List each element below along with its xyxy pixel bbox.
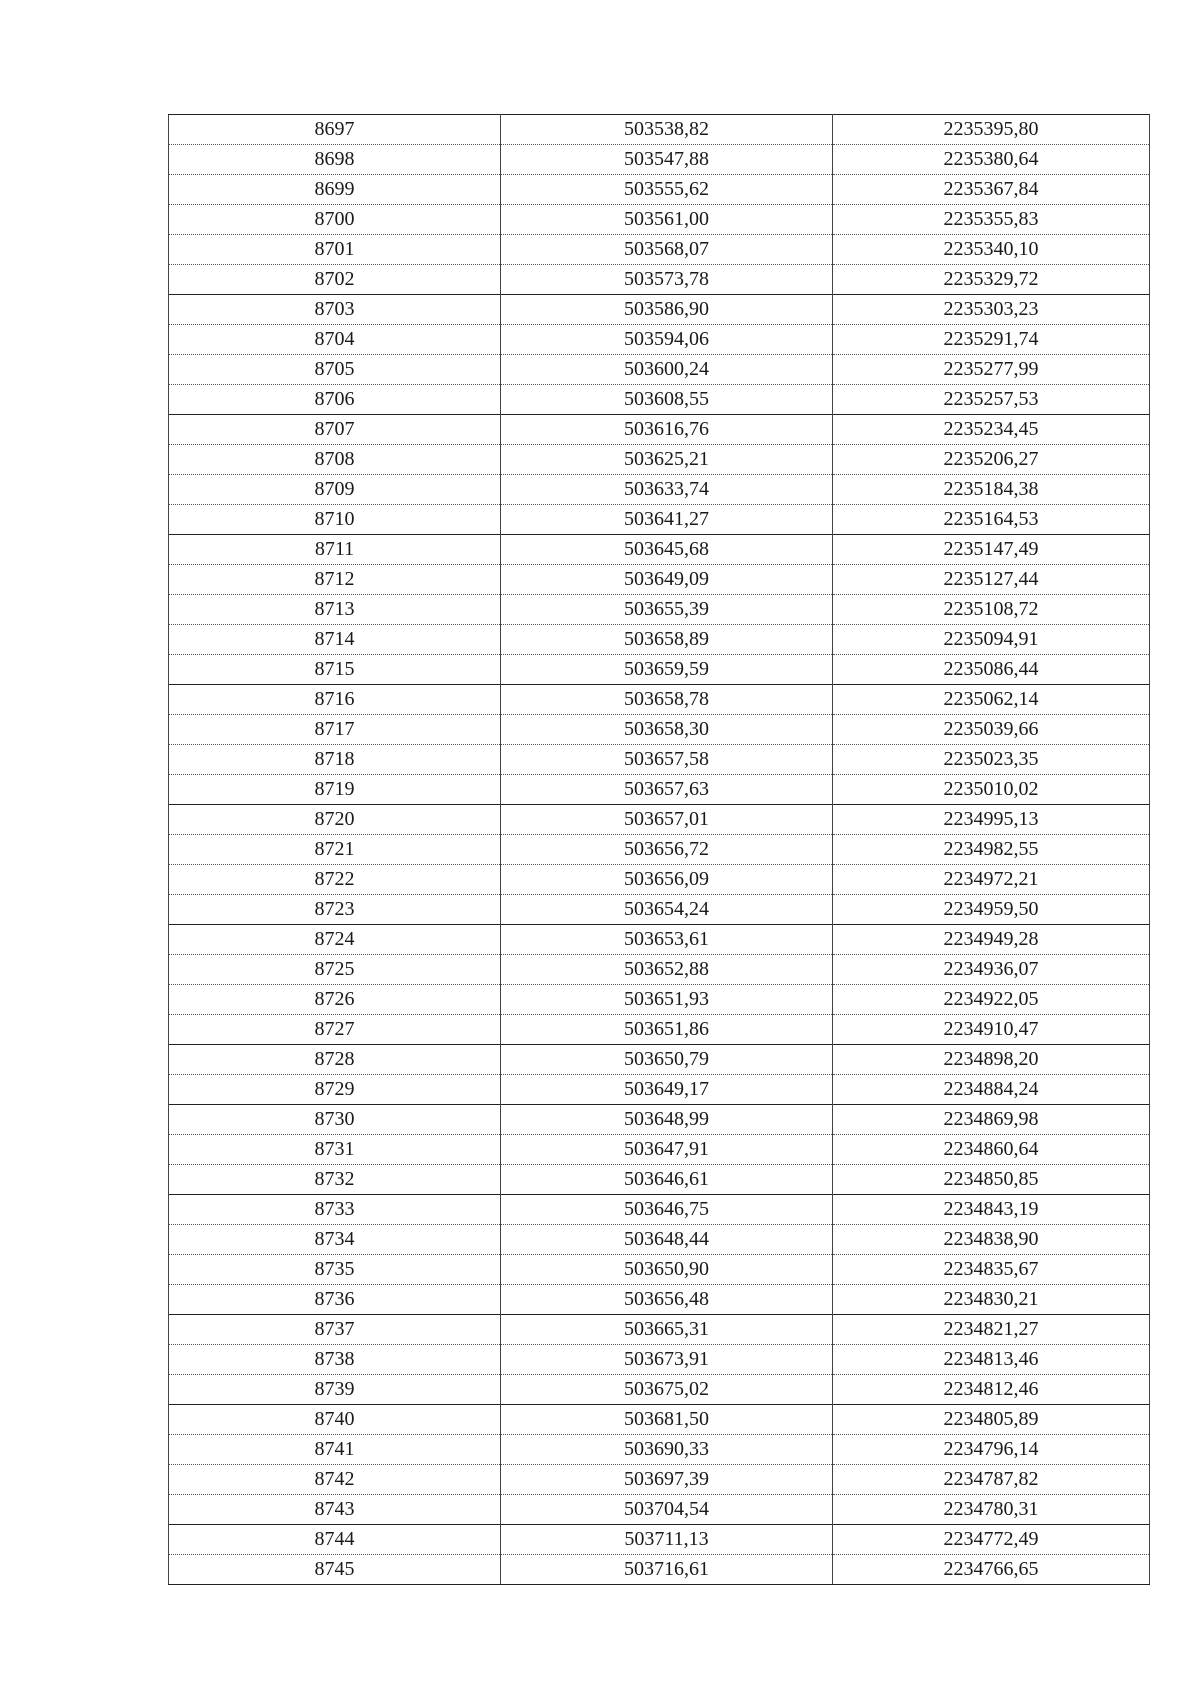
x-coordinate-cell: 503655,39 (501, 595, 833, 625)
point-number-cell: 8711 (169, 535, 501, 565)
point-number-cell: 8700 (169, 205, 501, 235)
table-row (169, 775, 1150, 805)
x-coordinate-cell: 503647,91 (501, 1135, 833, 1165)
y-coordinate-cell: 2235062,14 (833, 685, 1150, 715)
point-number-cell: 8703 (169, 295, 501, 325)
table-row (169, 115, 1150, 145)
table-row (169, 805, 1150, 835)
point-number-cell: 8701 (169, 235, 501, 265)
point-number-cell: 8738 (169, 1345, 501, 1375)
table-row (169, 475, 1150, 505)
y-coordinate-cell: 2235395,80 (833, 115, 1150, 145)
x-coordinate-cell: 503608,55 (501, 385, 833, 415)
y-coordinate-cell: 2235094,91 (833, 625, 1150, 655)
table-row (169, 175, 1150, 205)
y-coordinate-cell: 2235127,44 (833, 565, 1150, 595)
x-coordinate-cell: 503651,93 (501, 985, 833, 1015)
x-coordinate-cell: 503538,82 (501, 115, 833, 145)
x-coordinate-cell: 503657,58 (501, 745, 833, 775)
table-row (169, 145, 1150, 175)
y-coordinate-cell: 2234780,31 (833, 1495, 1150, 1525)
y-coordinate-cell: 2235367,84 (833, 175, 1150, 205)
table-row (169, 1225, 1150, 1255)
x-coordinate-cell: 503561,00 (501, 205, 833, 235)
point-number-cell: 8735 (169, 1255, 501, 1285)
x-coordinate-cell: 503650,90 (501, 1255, 833, 1285)
y-coordinate-cell: 2234910,47 (833, 1015, 1150, 1045)
y-coordinate-cell: 2234843,19 (833, 1195, 1150, 1225)
y-coordinate-cell: 2235147,49 (833, 535, 1150, 565)
table-row (169, 1255, 1150, 1285)
y-coordinate-cell: 2235164,53 (833, 505, 1150, 535)
point-number-cell: 8714 (169, 625, 501, 655)
table-row (169, 1345, 1150, 1375)
table-row (169, 985, 1150, 1015)
point-number-cell: 8706 (169, 385, 501, 415)
point-number-cell: 8723 (169, 895, 501, 925)
table-row (169, 925, 1150, 955)
point-number-cell: 8730 (169, 1105, 501, 1135)
table-row (169, 1315, 1150, 1345)
x-coordinate-cell: 503633,74 (501, 475, 833, 505)
x-coordinate-cell: 503711,13 (501, 1525, 833, 1555)
y-coordinate-cell: 2235086,44 (833, 655, 1150, 685)
table-row (169, 1105, 1150, 1135)
table-row (169, 865, 1150, 895)
point-number-cell: 8709 (169, 475, 501, 505)
table-row (169, 745, 1150, 775)
x-coordinate-cell: 503665,31 (501, 1315, 833, 1345)
table-row (169, 505, 1150, 535)
table-row (169, 1015, 1150, 1045)
x-coordinate-cell: 503568,07 (501, 235, 833, 265)
table-row (169, 535, 1150, 565)
x-coordinate-cell: 503651,86 (501, 1015, 833, 1045)
x-coordinate-cell: 503658,78 (501, 685, 833, 715)
point-number-cell: 8728 (169, 1045, 501, 1075)
x-coordinate-cell: 503656,72 (501, 835, 833, 865)
x-coordinate-cell: 503673,91 (501, 1345, 833, 1375)
y-coordinate-cell: 2234772,49 (833, 1525, 1150, 1555)
point-number-cell: 8702 (169, 265, 501, 295)
y-coordinate-cell: 2235291,74 (833, 325, 1150, 355)
y-coordinate-cell: 2235206,27 (833, 445, 1150, 475)
point-number-cell: 8710 (169, 505, 501, 535)
x-coordinate-cell: 503641,27 (501, 505, 833, 535)
y-coordinate-cell: 2234995,13 (833, 805, 1150, 835)
table-row (169, 1405, 1150, 1435)
point-number-cell: 8713 (169, 595, 501, 625)
x-coordinate-cell: 503659,59 (501, 655, 833, 685)
point-number-cell: 8729 (169, 1075, 501, 1105)
coordinates-table (168, 114, 1150, 1585)
table-row (169, 325, 1150, 355)
point-number-cell: 8742 (169, 1465, 501, 1495)
coordinates-table-body (169, 115, 1150, 1585)
x-coordinate-cell: 503658,89 (501, 625, 833, 655)
y-coordinate-cell: 2234972,21 (833, 865, 1150, 895)
table-row (169, 1525, 1150, 1555)
point-number-cell: 8740 (169, 1405, 501, 1435)
table-row (169, 415, 1150, 445)
x-coordinate-cell: 503650,79 (501, 1045, 833, 1075)
x-coordinate-cell: 503675,02 (501, 1375, 833, 1405)
y-coordinate-cell: 2235303,23 (833, 295, 1150, 325)
point-number-cell: 8733 (169, 1195, 501, 1225)
y-coordinate-cell: 2234898,20 (833, 1045, 1150, 1075)
x-coordinate-cell: 503645,68 (501, 535, 833, 565)
table-row (169, 1555, 1150, 1585)
table-row (169, 1375, 1150, 1405)
y-coordinate-cell: 2234922,05 (833, 985, 1150, 1015)
y-coordinate-cell: 2235380,64 (833, 145, 1150, 175)
y-coordinate-cell: 2235340,10 (833, 235, 1150, 265)
x-coordinate-cell: 503704,54 (501, 1495, 833, 1525)
point-number-cell: 8727 (169, 1015, 501, 1045)
point-number-cell: 8737 (169, 1315, 501, 1345)
point-number-cell: 8722 (169, 865, 501, 895)
table-row (169, 685, 1150, 715)
point-number-cell: 8720 (169, 805, 501, 835)
y-coordinate-cell: 2235010,02 (833, 775, 1150, 805)
y-coordinate-cell: 2235039,66 (833, 715, 1150, 745)
y-coordinate-cell: 2234766,65 (833, 1555, 1150, 1585)
table-row (169, 1465, 1150, 1495)
y-coordinate-cell: 2234813,46 (833, 1345, 1150, 1375)
y-coordinate-cell: 2234838,90 (833, 1225, 1150, 1255)
point-number-cell: 8726 (169, 985, 501, 1015)
table-row (169, 955, 1150, 985)
x-coordinate-cell: 503656,09 (501, 865, 833, 895)
table-row (169, 205, 1150, 235)
point-number-cell: 8719 (169, 775, 501, 805)
point-number-cell: 8699 (169, 175, 501, 205)
point-number-cell: 8707 (169, 415, 501, 445)
x-coordinate-cell: 503716,61 (501, 1555, 833, 1585)
point-number-cell: 8741 (169, 1435, 501, 1465)
point-number-cell: 8731 (169, 1135, 501, 1165)
x-coordinate-cell: 503600,24 (501, 355, 833, 385)
table-row (169, 1075, 1150, 1105)
table-row (169, 295, 1150, 325)
x-coordinate-cell: 503697,39 (501, 1465, 833, 1495)
x-coordinate-cell: 503654,24 (501, 895, 833, 925)
point-number-cell: 8716 (169, 685, 501, 715)
y-coordinate-cell: 2234787,82 (833, 1465, 1150, 1495)
table-row (169, 595, 1150, 625)
y-coordinate-cell: 2234860,64 (833, 1135, 1150, 1165)
point-number-cell: 8717 (169, 715, 501, 745)
y-coordinate-cell: 2235257,53 (833, 385, 1150, 415)
point-number-cell: 8739 (169, 1375, 501, 1405)
x-coordinate-cell: 503646,61 (501, 1165, 833, 1195)
point-number-cell: 8704 (169, 325, 501, 355)
x-coordinate-cell: 503625,21 (501, 445, 833, 475)
table-row (169, 895, 1150, 925)
point-number-cell: 8697 (169, 115, 501, 145)
y-coordinate-cell: 2234812,46 (833, 1375, 1150, 1405)
x-coordinate-cell: 503652,88 (501, 955, 833, 985)
x-coordinate-cell: 503648,44 (501, 1225, 833, 1255)
point-number-cell: 8725 (169, 955, 501, 985)
table-row (169, 565, 1150, 595)
y-coordinate-cell: 2235023,35 (833, 745, 1150, 775)
point-number-cell: 8724 (169, 925, 501, 955)
point-number-cell: 8732 (169, 1165, 501, 1195)
y-coordinate-cell: 2234805,89 (833, 1405, 1150, 1435)
y-coordinate-cell: 2234869,98 (833, 1105, 1150, 1135)
y-coordinate-cell: 2234982,55 (833, 835, 1150, 865)
table-row (169, 445, 1150, 475)
x-coordinate-cell: 503690,33 (501, 1435, 833, 1465)
y-coordinate-cell: 2234830,21 (833, 1285, 1150, 1315)
table-row (169, 385, 1150, 415)
table-row (169, 835, 1150, 865)
y-coordinate-cell: 2234949,28 (833, 925, 1150, 955)
x-coordinate-cell: 503653,61 (501, 925, 833, 955)
x-coordinate-cell: 503681,50 (501, 1405, 833, 1435)
table-row (169, 1195, 1150, 1225)
y-coordinate-cell: 2234850,85 (833, 1165, 1150, 1195)
point-number-cell: 8715 (169, 655, 501, 685)
y-coordinate-cell: 2234796,14 (833, 1435, 1150, 1465)
point-number-cell: 8745 (169, 1555, 501, 1585)
table-row (169, 1135, 1150, 1165)
x-coordinate-cell: 503658,30 (501, 715, 833, 745)
point-number-cell: 8734 (169, 1225, 501, 1255)
table-row (169, 655, 1150, 685)
point-number-cell: 8718 (169, 745, 501, 775)
table-row (169, 235, 1150, 265)
table-row (169, 265, 1150, 295)
point-number-cell: 8708 (169, 445, 501, 475)
x-coordinate-cell: 503657,01 (501, 805, 833, 835)
y-coordinate-cell: 2235234,45 (833, 415, 1150, 445)
x-coordinate-cell: 503657,63 (501, 775, 833, 805)
y-coordinate-cell: 2235329,72 (833, 265, 1150, 295)
table-row (169, 1435, 1150, 1465)
point-number-cell: 8743 (169, 1495, 501, 1525)
x-coordinate-cell: 503573,78 (501, 265, 833, 295)
x-coordinate-cell: 503649,09 (501, 565, 833, 595)
x-coordinate-cell: 503656,48 (501, 1285, 833, 1315)
x-coordinate-cell: 503547,88 (501, 145, 833, 175)
y-coordinate-cell: 2235355,83 (833, 205, 1150, 235)
y-coordinate-cell: 2235184,38 (833, 475, 1150, 505)
x-coordinate-cell: 503555,62 (501, 175, 833, 205)
x-coordinate-cell: 503594,06 (501, 325, 833, 355)
point-number-cell: 8698 (169, 145, 501, 175)
x-coordinate-cell: 503586,90 (501, 295, 833, 325)
table-row (169, 1165, 1150, 1195)
table-row (169, 625, 1150, 655)
y-coordinate-cell: 2234936,07 (833, 955, 1150, 985)
y-coordinate-cell: 2235277,99 (833, 355, 1150, 385)
y-coordinate-cell: 2234821,27 (833, 1315, 1150, 1345)
point-number-cell: 8736 (169, 1285, 501, 1315)
x-coordinate-cell: 503646,75 (501, 1195, 833, 1225)
y-coordinate-cell: 2234884,24 (833, 1075, 1150, 1105)
point-number-cell: 8712 (169, 565, 501, 595)
table-row (169, 715, 1150, 745)
table-row (169, 1045, 1150, 1075)
x-coordinate-cell: 503648,99 (501, 1105, 833, 1135)
point-number-cell: 8744 (169, 1525, 501, 1555)
table-row (169, 355, 1150, 385)
x-coordinate-cell: 503616,76 (501, 415, 833, 445)
table-row (169, 1285, 1150, 1315)
x-coordinate-cell: 503649,17 (501, 1075, 833, 1105)
table-row (169, 1495, 1150, 1525)
point-number-cell: 8705 (169, 355, 501, 385)
y-coordinate-cell: 2235108,72 (833, 595, 1150, 625)
point-number-cell: 8721 (169, 835, 501, 865)
y-coordinate-cell: 2234959,50 (833, 895, 1150, 925)
y-coordinate-cell: 2234835,67 (833, 1255, 1150, 1285)
